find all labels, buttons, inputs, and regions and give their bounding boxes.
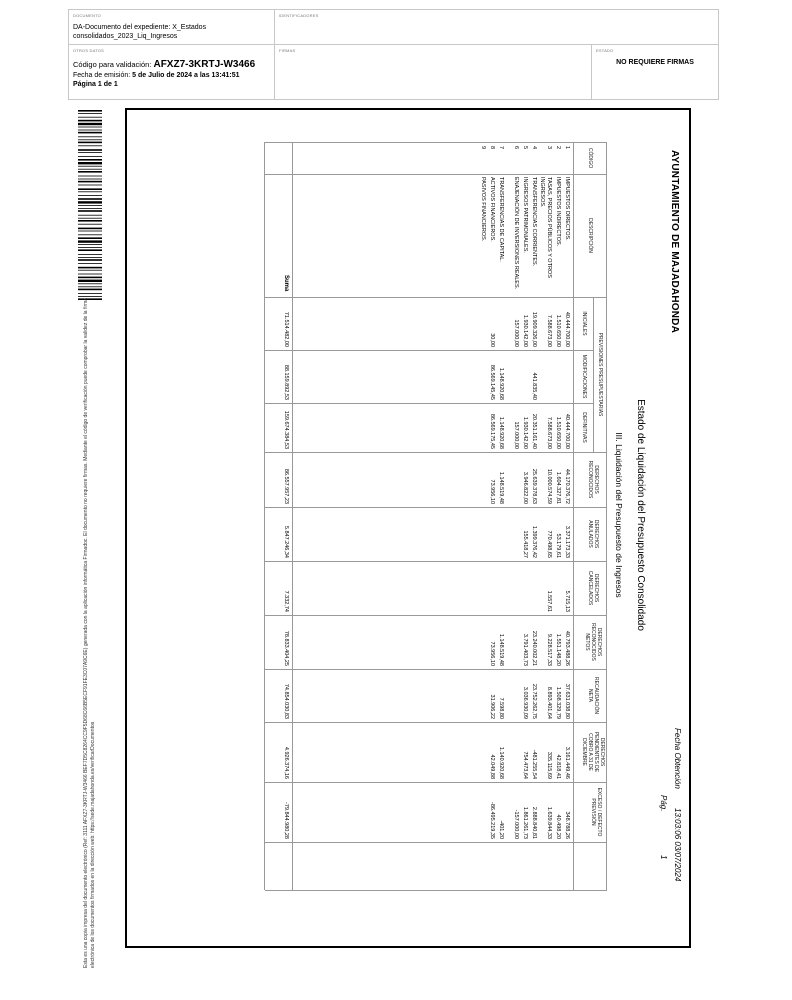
row-2-reconocidos: 10.000.574,59 [546, 468, 552, 504]
row-3-pendientes: -481.255,54 [531, 749, 537, 779]
table-bottom-line [264, 142, 265, 890]
status-value: NO REQUIERE FIRMAS [616, 59, 694, 66]
other-data-label: OTROS DATOS [73, 48, 104, 53]
header-iniciales: INICIALES [581, 311, 587, 336]
table-col-line [265, 842, 607, 843]
row-0-reconocidos: 44.170.376,72 [564, 468, 570, 504]
table-col-line [265, 782, 607, 783]
row-3-exceso: 2.888.840,81 [531, 806, 537, 839]
table-col-line [265, 615, 607, 616]
row-3-anulados: 1.399.376,42 [531, 525, 537, 558]
row-6-exceso: -401,20 [498, 820, 504, 839]
row-1-recaudacion: 1.508.329,79 [555, 686, 561, 719]
prev-group-line [593, 297, 594, 452]
sum-reconocidos: 86.557.957,23 [283, 468, 289, 504]
validation-code-label: Código para validación: [73, 60, 154, 69]
report-subtitle: III. Liquidación del Presupuesto de Ingresos [614, 432, 624, 598]
table-col-line [265, 452, 607, 453]
table-col-line [265, 297, 607, 298]
row-6-netos: 1.148.519,48 [498, 633, 504, 666]
barcode [78, 110, 102, 300]
validation-code-line [73, 59, 255, 70]
sum-iniciales: 71.514.482,00 [283, 311, 289, 347]
row-2-codigo: 3 [546, 146, 552, 150]
row-6-reconocidos: 1.148.519,48 [498, 471, 504, 504]
organization-name: AYUNTAMIENTO DE MAJADAHONDA [669, 150, 680, 334]
row-2-anulados: 770.498,65 [546, 530, 552, 558]
row-2-iniciales: 7.588.673,00 [546, 314, 552, 347]
table-header-line [573, 142, 574, 890]
row-5-iniciales: 157.000,00 [513, 319, 519, 347]
row-2-pendientes: 335.115,69 [546, 751, 552, 779]
table-col-line [265, 561, 607, 562]
row-4-iniciales: 1.930.142,00 [522, 314, 528, 347]
issue-date-value: 5 de Julio de 2024 a las 13:41:51 [132, 72, 240, 79]
other-data-box [68, 44, 275, 100]
row-0-pendientes: 3.161.449,46 [564, 746, 570, 779]
sum-label: Suma [283, 275, 289, 292]
row-2-exceso: 1.639.844,33 [546, 806, 552, 839]
row-0-codigo: 1 [564, 146, 570, 150]
page-number-value: 1 [659, 855, 668, 860]
row-3-modificaciones: 441.835,40 [531, 372, 537, 400]
row-3-descripcion: TRANSFERENCIAS CORRIENTES. [531, 177, 537, 267]
row-6-recaudacion: 7.598,80 [498, 697, 504, 719]
row-0-iniciales: 40.444.700,00 [564, 311, 570, 347]
row-4-reconocidos: 3.946.822,00 [522, 471, 528, 504]
row-2-descripcion: TASAS, PRECIOS PÚBLICOS Y OTROS INGRESOS. [539, 177, 552, 278]
table-sum-line [292, 142, 293, 890]
header-netos: DERECHOS RECONOCIDOS NETOS [584, 623, 602, 661]
row-3-definitivas: 20.351.161,40 [531, 413, 537, 449]
row-3-netos: 23.240.002,21 [531, 630, 537, 666]
row-1-exceso: 40.498,20 [555, 814, 561, 839]
header-definitivas: DEFINITIVAS [581, 412, 587, 443]
row-6-modificaciones: 1.148.920,68 [498, 367, 504, 400]
table-col-line [265, 722, 607, 723]
sum-exceso: -79.844.980,28 [283, 801, 289, 839]
row-5-codigo: 6 [513, 146, 519, 150]
signatures-label: FIRMAS [279, 48, 296, 53]
identifiers-box [274, 9, 719, 45]
sum-anulados: 5.847.246,34 [283, 525, 289, 558]
row-7-exceso: -86.495.219,35 [489, 801, 495, 839]
header-previsiones-group: PREVISIONES PRESUPUESTARIAS [597, 332, 603, 417]
budget-table [265, 142, 607, 890]
header-exceso: EXCESO / DEFECTO PREVISIÓN [590, 787, 602, 837]
row-3-codigo: 4 [531, 146, 537, 150]
row-4-netos: 3.791.403,73 [522, 633, 528, 666]
row-4-exceso: 1.861.261,73 [522, 806, 528, 839]
row-1-codigo: 2 [555, 146, 561, 150]
row-2-netos: 9.228.517,33 [546, 633, 552, 666]
row-2-recaudacion: 8.893.401,64 [546, 686, 552, 719]
row-5-definitivas: 157.000,00 [513, 421, 519, 449]
legal-side-text: Esta es una copia impresa del documento electrónico (Ref: 3111 AFXZ7-3KRTJ-W3466 BEF7D5C8264CC9F5D68C66B5ECF91FE3C07A9C6E) generada con la aplicación informática Firmadoc. El documento no requiere firmas. Mediante el código de verificación puede comprobar la validez de la firma electrónica de los documentos firmados en la dirección web: https://sede.majadahonda.es/verificarDocumentos [83, 297, 96, 968]
row-0-exceso: 348.788,26 [564, 811, 570, 839]
header-codigo: CÓDIGO [587, 147, 593, 169]
page-indicator: Página 1 de 1 [73, 81, 118, 88]
table-col-line [265, 403, 594, 404]
issue-date-line [73, 71, 240, 80]
row-4-pendientes: 754.473,64 [522, 751, 528, 779]
row-2-cancelados: 1.557,61 [546, 590, 552, 612]
row-1-definitivas: 1.510.650,00 [555, 416, 561, 449]
row-3-iniciales: 19.909.326,00 [531, 311, 537, 347]
sum-recaudacion: 74.854.030,83 [283, 683, 289, 719]
sum-netos: 78.833.404,25 [283, 630, 289, 666]
row-1-anulados: 53.179,61 [555, 533, 561, 558]
row-1-descripcion: IMPUESTOS INDIRECTOS. [555, 177, 561, 247]
table-col-line [265, 669, 607, 670]
row-7-netos: 73.956,10 [489, 641, 495, 666]
row-4-descripcion: INGRESOS PATRIMONIALES. [522, 177, 528, 253]
row-0-netos: 40.793.488,26 [564, 630, 570, 666]
document-label: DOCUMENTO [73, 13, 101, 18]
row-4-codigo: 5 [522, 146, 528, 150]
status-label: ESTADO [596, 48, 614, 53]
row-0-descripcion: IMPUESTOS DIRECTOS. [564, 177, 570, 241]
header-descripcion: DESCRIPCIÓN [587, 218, 593, 253]
row-7-definitivas: 86.569.175,45 [489, 413, 495, 449]
row-2-definitivas: 7.588.673,00 [546, 416, 552, 449]
table-col-line [265, 142, 607, 143]
obtained-date-label: Fecha Obtención [673, 728, 682, 789]
row-8-descripcion: PASIVOS FINANCIEROS. [480, 177, 486, 242]
row-8-codigo: 9 [480, 146, 486, 150]
obtained-date-value: 13:03:06 03/07/2024 [673, 808, 682, 882]
row-7-recaudacion: 31.906,22 [489, 694, 495, 719]
row-0-recaudacion: 37.631.038,80 [564, 683, 570, 719]
row-6-codigo: 7 [498, 146, 504, 150]
row-7-modificaciones: 86.569.145,45 [489, 364, 495, 400]
row-5-exceso: -157.000,00 [513, 809, 519, 839]
issue-date-label: Fecha de emisión: [73, 72, 133, 79]
row-3-reconocidos: 25.639.378,63 [531, 468, 537, 504]
header-pendientes: DERECHOS PENDIENTES DE COBRO A 31 DE DICIEMBRE [581, 731, 605, 773]
row-1-reconocidos: 1.604.327,81 [555, 471, 561, 504]
row-0-cancelados: 5.715,13 [564, 590, 570, 612]
page-number-label: Pág. [659, 795, 668, 812]
sum-modificaciones: 88.159.892,53 [283, 364, 289, 400]
header-cancelados: DERECHOS CANCELADOS [587, 570, 599, 606]
report-page [134, 110, 690, 920]
row-7-pendientes: 42.049,88 [489, 754, 495, 779]
identifiers-label: IDENTIFICADORES [279, 13, 319, 18]
table-col-line [265, 890, 607, 891]
row-1-iniciales: 1.510.650,00 [555, 314, 561, 347]
header-recaudacion: RECAUDACIÓN NETA [587, 677, 599, 714]
sum-cancelados: 7.332,74 [283, 590, 289, 612]
header-reconocidos: DERECHOS RECONOCIDOS [587, 460, 599, 499]
header-anulados: DERECHOS ANULADOS [587, 519, 599, 549]
row-4-anulados: 155.418,27 [522, 530, 528, 558]
row-4-definitivas: 1.930.142,00 [522, 416, 528, 449]
row-6-definitivas: 1.148.920,68 [498, 416, 504, 449]
row-6-pendientes: 1.140.920,68 [498, 746, 504, 779]
table-col-line [265, 507, 607, 508]
table-col-line [265, 350, 594, 351]
row-7-reconocidos: 73.956,10 [489, 479, 495, 504]
row-7-descripcion: ACTIVOS FINANCIEROS. [489, 177, 495, 242]
row-1-netos: 1.551.148,20 [555, 633, 561, 666]
row-7-iniciales: 30,00 [489, 333, 495, 347]
sum-definitivas: 159.674.384,53 [283, 410, 289, 449]
row-3-recaudacion: 23.752.262,75 [531, 683, 537, 719]
row-0-definitivas: 40.444.700,00 [564, 413, 570, 449]
table-col-line [265, 174, 607, 175]
row-4-recaudacion: 3.036.930,09 [522, 686, 528, 719]
row-0-anulados: 3.371.173,33 [564, 525, 570, 558]
row-1-pendientes: 42.818,41 [555, 754, 561, 779]
document-box [68, 9, 275, 45]
report-title: Estado de Liquidación del Presupuesto Consolidado [635, 399, 646, 631]
sum-pendientes: 4.926.374,16 [283, 746, 289, 779]
table-top-line [606, 142, 607, 890]
validation-code-value: AFXZ7-3KRTJ-W3466 [153, 59, 256, 70]
header-modificaciones: MODIFICACIONES [581, 354, 587, 399]
document-value: DA-Documento del expediente: X_Estados consolidados_2023_Liq_Ingresos [73, 24, 207, 40]
signatures-box [274, 44, 592, 100]
row-6-descripcion: TRANSFERENCIAS DE CAPITAL. [498, 177, 504, 262]
row-5-descripcion: ENAJENACIÓN DE INVERSIONES REALES. [513, 177, 519, 290]
row-7-codigo: 8 [489, 146, 495, 150]
status-box [591, 44, 719, 100]
